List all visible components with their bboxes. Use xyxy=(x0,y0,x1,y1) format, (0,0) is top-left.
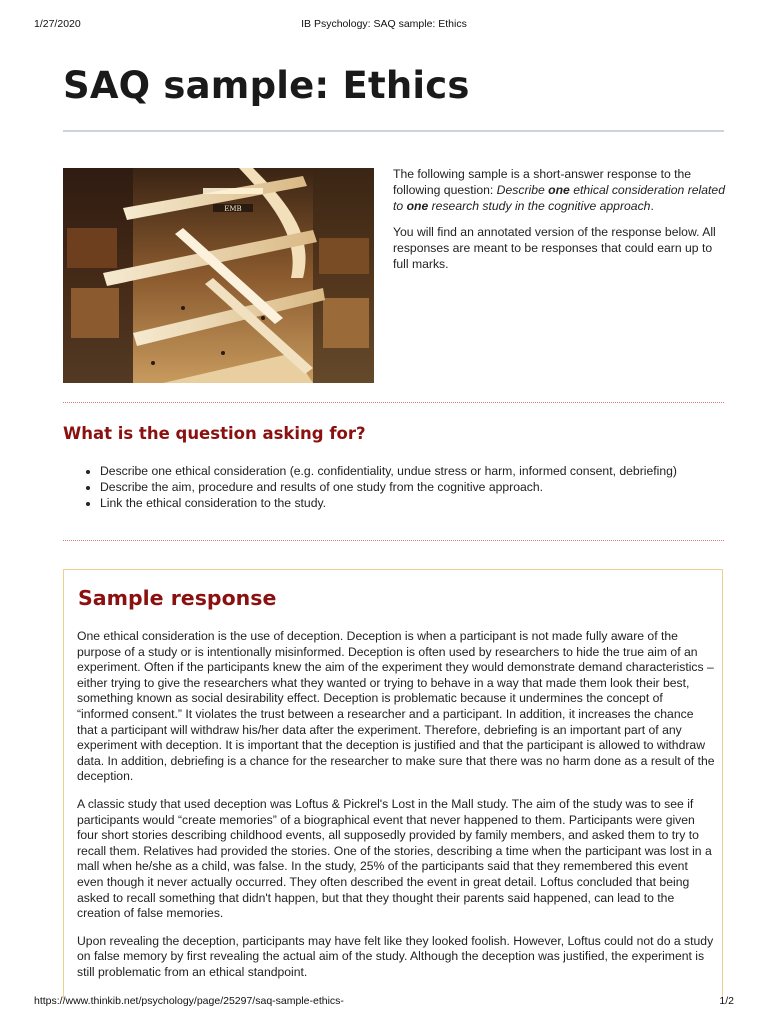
question-bullet-list xyxy=(72,463,710,512)
page-title: SAQ sample: Ethics xyxy=(63,64,470,107)
section-divider-top xyxy=(63,402,724,403)
sample-response-text xyxy=(77,629,717,992)
print-date: 1/27/2020 xyxy=(34,18,81,30)
section-divider-bottom xyxy=(63,540,724,541)
sample-response-box xyxy=(63,569,723,999)
list-item: • Describe the aim, procedure and results of one study from the cognitive approach. xyxy=(100,479,710,495)
sample-paragraph: One ethical consideration is the use of deception. Deception is when a participant is not made fully aware of the purpose of a study or is intentionally misinformed. Deception is often used by researchers to hide the true aim of an experiment. Often if the participants knew the aim of the experiment they would demonstrate demand characteristics – either trying to give the researchers what they wanted or trying to behave in a way that made them look their best, something known as social desirability effect. Deception is problematic because it undermines the concept of “informed consent.” It violates the trust between a researcher and a participant. In addition, it increases the chance that a participant will withdraw his/her data after the experiment. Therefore, debriefing is an important part of any experiment with deception. It is important that the deception is justified and that the participant is allowed to withdraw data. In addition, debriefing is a chance for the researcher to make sure that there was no harm done as a result of the deception. xyxy=(77,629,715,784)
sample-paragraph: A classic study that used deception was Loftus & Pickrel's Lost in the Mall study. The aim of the study was to see if participants would “create memories” of a biographical event that never happened to them. Participants were given four short stories describing childhood events, all supposedly provided by family members, and asked them to try to recall them. Relatives had provided the stories. One of the stories, describing a time when the participant was lost in a mall when he/she as a child, was false. In the study, 25% of the participants said that they remembered this event even though it never actually occurred. They often described the event in great detail. Loftus concluded that being asked to recall something that didn't happen, but that they thought their parents said happened, can lead to the creation of false memories. xyxy=(77,796,712,921)
sample-response-heading: Sample response xyxy=(78,586,277,610)
question-heading: What is the question asking for? xyxy=(63,424,366,443)
list-item: • Link the ethical consideration to the study. xyxy=(100,495,710,511)
print-document-title: IB Psychology: SAQ sample: Ethics xyxy=(301,18,467,30)
page-number: 1/2 xyxy=(719,995,734,1007)
mall-atrium-illustration xyxy=(63,168,374,383)
print-header xyxy=(34,18,734,32)
title-divider xyxy=(63,130,724,132)
list-item: • Describe one ethical consideration (e.g. confidentiality, undue stress or harm, informed consent, debriefing) xyxy=(100,463,710,479)
intro-paragraph-question: The following sample is a short-answer response to the following question: Describe one ethical consideration related to one research study in the cognitive approach. xyxy=(393,167,725,213)
intro-question: Describe one ethical consideration related to one research study in the cognitive approach xyxy=(393,183,725,213)
intro-paragraph-note: You will find an annotated version of the response below. All responses are meant to be responses that could earn up to full marks. xyxy=(393,225,716,271)
store-sign-text: EMB xyxy=(224,205,242,213)
sample-paragraph: Upon revealing the deception, participants may have felt like they looked foolish. However, Loftus could not do a study on false memory by first revealing the actual aim of the study. Although the deception was justified, the experiment is still problematic from an ethical standpoint. xyxy=(77,933,714,979)
intro-lead: The following sample is a short-answer response to the following question: xyxy=(393,167,692,197)
print-url: https://www.thinkib.net/psychology/page/25297/saq-sample-ethics- xyxy=(34,995,344,1007)
mall-atrium-image xyxy=(63,168,374,383)
print-footer xyxy=(34,995,734,1009)
intro-text xyxy=(393,166,728,282)
